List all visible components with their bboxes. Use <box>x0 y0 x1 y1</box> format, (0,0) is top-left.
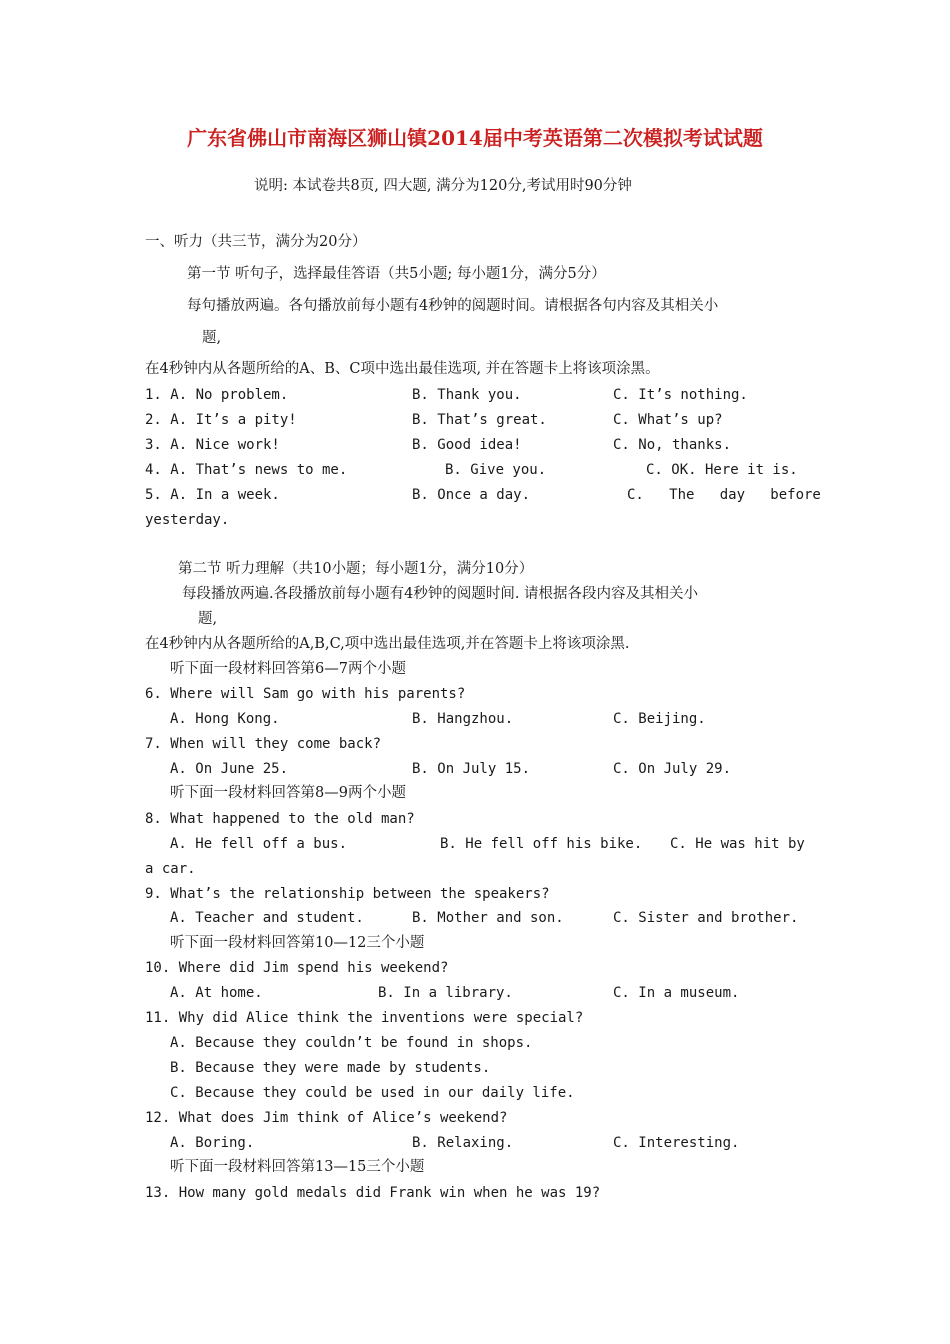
question-option-c: C. OK. Here it is. <box>646 462 798 478</box>
question-option-a: A. Hong Kong. <box>170 711 280 727</box>
question-option-a: A. He fell off a bus. <box>170 836 348 852</box>
material-heading: 听下面一段材料回答第13—15三个小题 <box>170 1159 425 1175</box>
question-option-a: A. Because they couldn’t be found in shops. <box>170 1035 533 1051</box>
question-stem: 10. Where did Jim spend his weekend? <box>145 960 449 976</box>
section-heading: 第一节 听句子，选择最佳答语（共5小题; 每小题1分，满分5分） <box>187 266 606 282</box>
question-option-c: C. What’s up? <box>613 412 723 428</box>
part-heading: 一、听力（共三节，满分为20分） <box>145 234 367 250</box>
question-stem: 9. What’s the relationship between the speakers? <box>145 886 550 902</box>
question-option-a: 5. A. In a week. <box>145 487 280 503</box>
question-option-c: C. No, thanks. <box>613 437 732 453</box>
question-option-a: A. At home. <box>170 985 263 1001</box>
question-option-c: C. It’s nothing. <box>613 387 748 403</box>
question-option-b: B. That’s great. <box>412 412 547 428</box>
question-option-c: C. On July 29. <box>613 761 732 777</box>
exam-note: 说明: 本试卷共8页, 四大题, 满分为120分,考试用时90分钟 <box>254 178 632 194</box>
question-stem: 13. How many gold medals did Frank win when he was 19? <box>145 1185 601 1201</box>
question-option-b: B. Mother and son. <box>412 910 564 926</box>
instruction-line: 在4秒钟内从各题所给的A、B、C项中选出最佳选项, 并在答题卡上将该项涂黑。 <box>145 361 660 377</box>
instruction-line: 在4秒钟内从各题所给的A,B,C,项中选出最佳选项,并在答题卡上将该项涂黑. <box>145 636 630 652</box>
option-continuation: a car. <box>145 861 196 877</box>
question-option-c: C. Beijing. <box>613 711 706 727</box>
question-option-a: A. Boring. <box>170 1135 255 1151</box>
material-heading: 听下面一段材料回答第8—9两个小题 <box>170 785 406 801</box>
question-option-b: B. On July 15. <box>412 761 531 777</box>
question-option-b: B. Because they were made by students. <box>170 1060 491 1076</box>
section-heading: 第二节 听力理解（共10小题；每小题1分，满分10分） <box>178 561 534 577</box>
question-option-a: 4. A. That’s news to me. <box>145 462 348 478</box>
question-stem: 12. What does Jim think of Alice’s weekend? <box>145 1110 508 1126</box>
question-option-a: 1. A. No problem. <box>145 387 289 403</box>
question-option-b: B. Good idea! <box>412 437 522 453</box>
material-heading: 听下面一段材料回答第10—12三个小题 <box>170 935 425 951</box>
question-option-b: B. Once a day. <box>412 487 531 503</box>
question-option-c: C. Interesting. <box>613 1135 740 1151</box>
question-option-b: B. He fell off his bike. <box>440 836 643 852</box>
question-option-b: B. Hangzhou. <box>412 711 514 727</box>
question-option-a: A. Teacher and student. <box>170 910 364 926</box>
question-stem: 8. What happened to the old man? <box>145 811 415 827</box>
material-heading: 听下面一段材料回答第6—7两个小题 <box>170 661 406 677</box>
instruction-line: 题, <box>198 611 218 627</box>
option-continuation: yesterday. <box>145 512 230 528</box>
instruction-line: 每段播放两遍.各段播放前每小题有4秒钟的阅题时间. 请根据各段内容及其相关小 <box>182 586 699 602</box>
question-option-b: B. Thank you. <box>412 387 522 403</box>
question-option-b: B. In a library. <box>378 985 513 1001</box>
question-stem: 11. Why did Alice think the inventions were special? <box>145 1010 584 1026</box>
question-stem: 6. Where will Sam go with his parents? <box>145 686 466 702</box>
question-option-c: C. He was hit by <box>670 836 805 852</box>
question-option-a: A. On June 25. <box>170 761 289 777</box>
instruction-line: 每句播放两遍。各句播放前每小题有4秒钟的阅题时间。请根据各句内容及其相关小 <box>187 298 719 314</box>
question-stem: 7. When will they come back? <box>145 736 382 752</box>
question-option-c: C. Sister and brother. <box>613 910 799 926</box>
question-option-b: B. Relaxing. <box>412 1135 514 1151</box>
question-option-c: C. Because they could be used in our daily life. <box>170 1085 575 1101</box>
instruction-line: 题, <box>202 330 222 346</box>
question-option-a: 2. A. It’s a pity! <box>145 412 297 428</box>
question-option-b: B. Give you. <box>445 462 547 478</box>
document-title: 广东省佛山市南海区狮山镇2014届中考英语第二次模拟考试试题 <box>187 126 763 150</box>
question-option-c: C. In a museum. <box>613 985 740 1001</box>
question-option-c: C. The day before <box>627 487 821 503</box>
question-option-a: 3. A. Nice work! <box>145 437 280 453</box>
